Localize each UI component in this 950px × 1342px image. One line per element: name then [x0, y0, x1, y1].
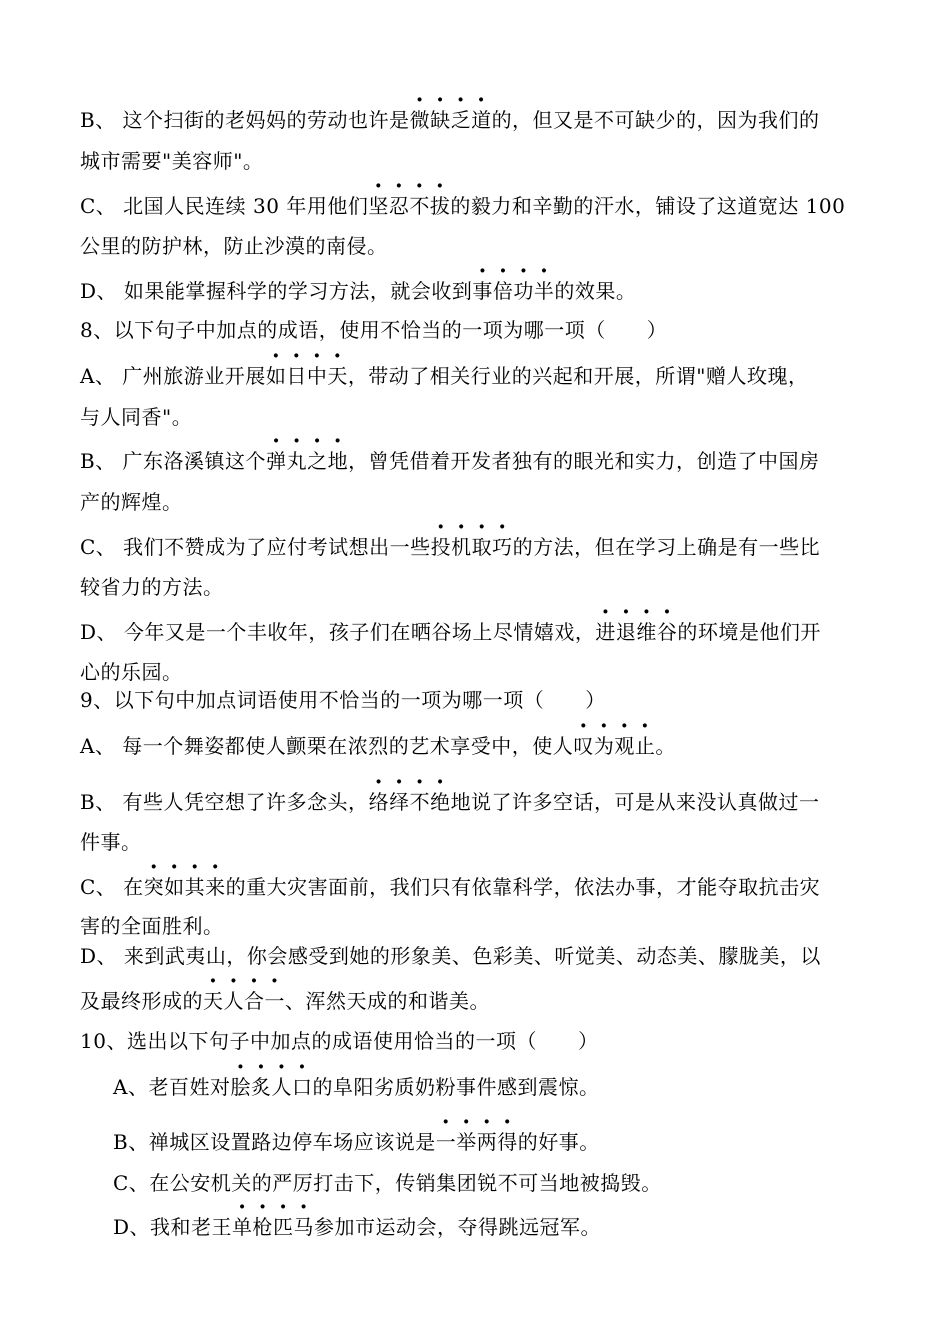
q9-option-c-line2: 害的全面胜利。 — [80, 914, 224, 938]
emphasis-char: 取 — [471, 535, 493, 559]
q9-stem: 9、以下句中加点词语使用不恰当的一项为哪一项（ ） — [80, 688, 606, 712]
emphasis-char: 天 — [327, 364, 348, 388]
emphasis-char: 匹 — [273, 1215, 294, 1239]
emphasis-char: 一 — [264, 989, 285, 1013]
emphasis-char: 乏 — [450, 108, 472, 132]
emphasis-char: 忍 — [388, 194, 410, 218]
emphasis-char: 观 — [614, 734, 635, 758]
emphasis-char: 突 — [143, 875, 165, 899]
q10-option-d: D、我和老王单枪匹马参加市运动会，夺得跳远冠军。 — [113, 1215, 602, 1239]
q10-stem: 10、选出以下句子中加点的成语使用恰当的一项（ ） — [80, 1029, 599, 1053]
q9-option-b-line2: 件事。 — [80, 830, 142, 854]
emphasis-char: 举 — [456, 1130, 477, 1154]
emphasis-char: 脍 — [230, 1075, 251, 1099]
emphasis-char: 坚 — [368, 194, 389, 218]
q8-option-a-line2: 与人同香"。 — [80, 405, 193, 429]
emphasis-char: 投 — [430, 535, 452, 559]
emphasis-char: 退 — [615, 620, 637, 644]
emphasis-char: 丸 — [286, 449, 308, 473]
emphasis-char: 不 — [409, 790, 431, 814]
emphasis-char: 绝 — [430, 790, 451, 814]
q8-option-b-line1: B、 广东洛溪镇这个弹丸之地，曾凭借着开发者独有的眼光和实力，创造了中国房 — [80, 449, 820, 473]
emphasis-char: 人 — [223, 989, 244, 1013]
emphasis-char: 不 — [409, 194, 430, 218]
emphasis-char: 倍 — [492, 279, 514, 303]
emphasis-char: 日 — [286, 364, 307, 388]
emphasis-char: 络 — [368, 790, 390, 814]
q10-option-c: C、在公安机关的严厉打击下，传销集团锐不可当地被捣毁。 — [113, 1171, 662, 1195]
emphasis-char: 维 — [636, 620, 657, 644]
emphasis-char: 炙 — [250, 1075, 272, 1099]
q9-option-b-line1: B、 有些人凭空想了许多念头，络绎不绝地说了许多空话，可是从来没认真做过一 — [80, 790, 820, 814]
q8-option-c-line2: 较省力的方法。 — [80, 575, 224, 599]
emphasis-char: 巧 — [492, 535, 513, 559]
emphasis-char: 口 — [291, 1075, 313, 1099]
emphasis-char: 事 — [472, 279, 493, 303]
q10-option-b: B、禅城区设置路边停车场应该说是一举两得的好事。 — [113, 1130, 600, 1154]
q8-option-c-line1: C、 我们不赞成为了应付考试想出一些投机取巧的方法，但在学习上确是有一些比 — [80, 535, 821, 559]
emphasis-char: 两 — [476, 1130, 498, 1154]
q7-option-d-line1: D、 如果能掌握科学的学习方法，就会收到事倍功半的效果。 — [80, 279, 637, 303]
q7-option-c-line1: C、 北国人民连续 30 年用他们坚忍不拔的毅力和辛勤的汗水，铺设了这道宽达 100 — [80, 194, 846, 218]
q8-option-b-line2: 产的辉煌。 — [80, 490, 183, 514]
emphasis-char: 来 — [205, 875, 226, 899]
emphasis-char: 之 — [307, 449, 328, 473]
emphasis-char: 如 — [164, 875, 185, 899]
emphasis-char: 拔 — [429, 194, 451, 218]
emphasis-char: 功 — [513, 279, 534, 303]
emphasis-char: 绎 — [389, 790, 410, 814]
q7-option-c-line2: 公里的防护林，防止沙漠的南侵。 — [80, 234, 388, 258]
emphasis-char: 如 — [265, 364, 287, 388]
emphasis-char: 叹 — [573, 734, 594, 758]
emphasis-char: 其 — [184, 875, 206, 899]
emphasis-char: 一 — [435, 1130, 457, 1154]
q9-option-d-line1: D、 来到武夷山，你会感受到她的形象美、色彩美、听觉美、动态美、朦胧美，以 — [80, 944, 821, 968]
emphasis-char: 机 — [451, 535, 472, 559]
q9-option-c-line1: C、 在突如其来的重大灾害面前，我们只有依靠科学，依法办事，才能夺取抗击灾 — [80, 875, 821, 899]
emphasis-char: 马 — [293, 1215, 315, 1239]
emphasis-char: 谷 — [656, 620, 678, 644]
emphasis-char: 微 — [409, 108, 431, 132]
emphasis-char: 枪 — [252, 1215, 274, 1239]
emphasis-char: 为 — [593, 734, 615, 758]
emphasis-char: 人 — [271, 1075, 292, 1099]
emphasis-char: 弹 — [266, 449, 287, 473]
emphasis-char: 天 — [203, 989, 224, 1013]
emphasis-char: 合 — [244, 989, 265, 1013]
emphasis-char: 中 — [306, 364, 328, 388]
q7-option-b-line1: B、 这个扫街的老妈妈的劳动也许是微缺乏道的，但又是不可缺少的，因为我们的 — [80, 108, 820, 132]
q8-stem: 8、以下句子中加点的成语，使用不恰当的一项为哪一项（ ） — [80, 318, 668, 342]
q7-option-b-line2: 城市需要"美容师"。 — [80, 149, 264, 173]
emphasis-char: 缺 — [430, 108, 451, 132]
emphasis-char: 地 — [327, 449, 349, 473]
emphasis-char: 单 — [232, 1215, 253, 1239]
q9-option-a-line1: A、 每一个舞姿都使人颤栗在浓烈的艺术享受中，使人叹为观止。 — [80, 734, 676, 758]
q8-option-d-line2: 心的乐园。 — [80, 660, 183, 684]
emphasis-char: 半 — [533, 279, 555, 303]
q10-option-a: A、老百姓对脍炙人口的阜阳劣质奶粉事件感到震惊。 — [113, 1075, 600, 1099]
emphasis-char: 止 — [634, 734, 656, 758]
emphasis-char: 进 — [595, 620, 616, 644]
emphasis-char: 得 — [497, 1130, 518, 1154]
q9-option-d-line2: 及最终形成的天人合一、浑然天成的和谐美。 — [80, 989, 490, 1013]
emphasis-char: 道 — [471, 108, 492, 132]
q8-option-d-line1: D、 今年又是一个丰收年，孩子们在晒谷场上尽情嬉戏，进退维谷的环境是他们开 — [80, 620, 821, 644]
q8-option-a-line1: A、 广州旅游业开展如日中天，带动了相关行业的兴起和开展，所谓"赠人玫瑰， — [80, 364, 809, 388]
